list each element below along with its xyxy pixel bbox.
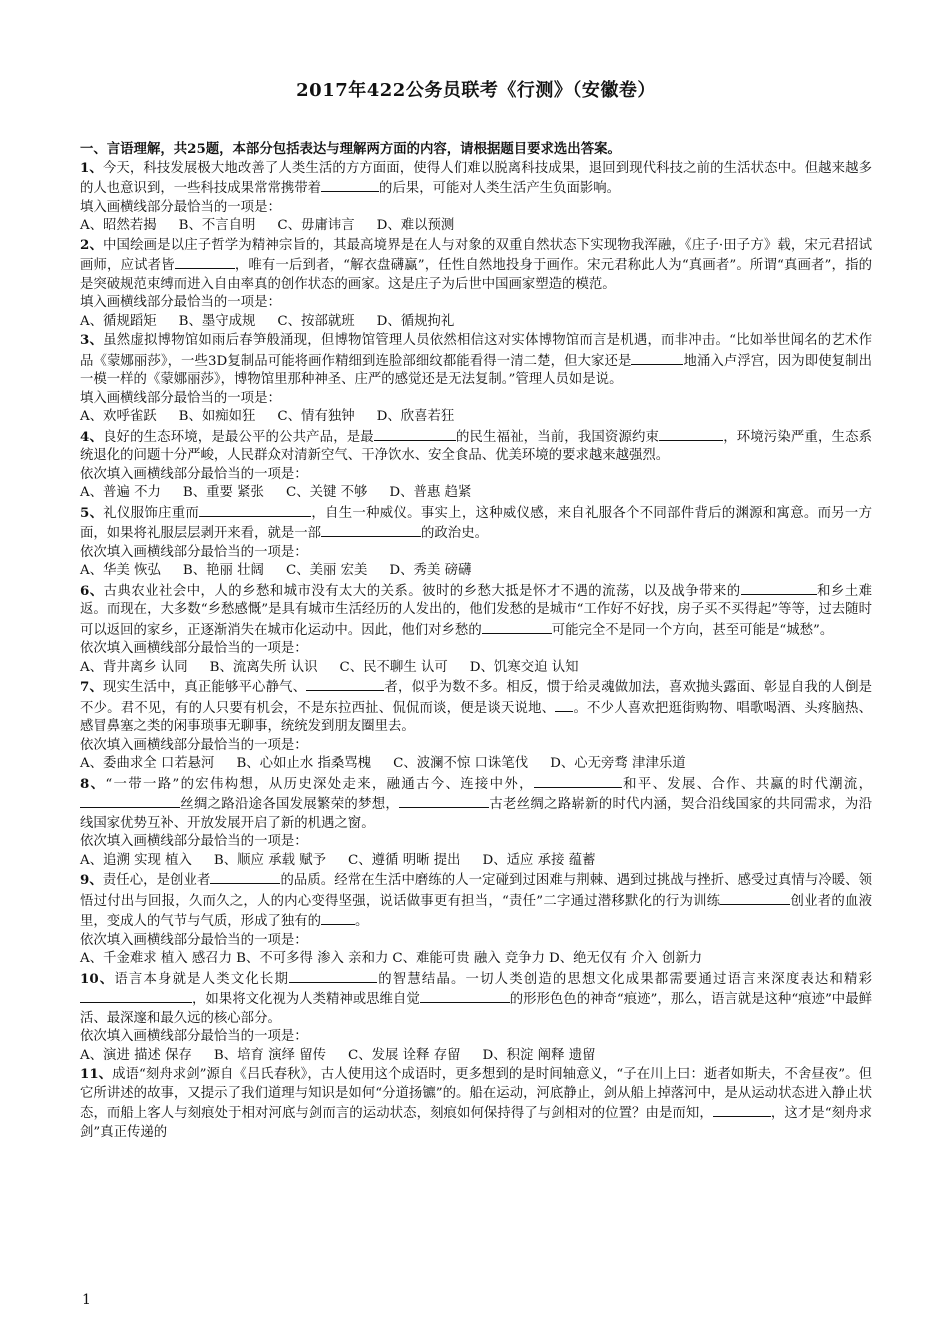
option-c: C、按部就班 [277,313,355,329]
question-7 [80,677,872,774]
option-c: C、遵循 明晰 提出 [348,852,461,868]
option-b: B、墨守成规 [178,313,256,329]
stem-text: 的品质。经常在生活中磨练的人一定碰到过困难与荆棘、遇到过挑战与挫折、感受过真情与冷暖、领悟过付出与回报，久而久之，人的内心变得坚强，说话做事更有担当，“责任”二字通过潜移默化的行为训练 [80,873,873,909]
question-stem [80,503,872,544]
option-d: D、积淀 阐释 遗留 [482,1047,596,1063]
option-row [80,562,872,581]
option-row [80,755,872,774]
question-prompt: 填入画横线部分最恰当的一项是： [80,295,281,310]
stem-text: 责任心，是创业者 [102,873,211,888]
question-stem [80,677,872,737]
question-number: 5、 [80,504,104,521]
answer-blank [210,870,280,884]
option-a: A、委曲求全 口若悬河 [80,756,215,771]
option-row [80,1047,872,1066]
answer-blank [175,255,235,269]
stem-text: 的政治史。 [421,526,488,541]
answer-blank [534,774,622,788]
option-a: A、背井离乡 认同 [80,659,188,675]
stem-text: ，自生一种威仪。事实上，这种威仪感，来自礼服各个不同部件背后的渊源和寓意。而另一方面，如果将礼服层层剥开来看，就是一部 [80,505,873,541]
option-a: A、循规蹈矩 [80,313,157,329]
option-row [80,950,872,969]
question-prompt: 填入画横线部分最恰当的一项是： [80,390,281,406]
answer-blank [713,1103,771,1117]
question-number: 1、 [80,159,103,176]
option-b: B、顺应 承载 赋予 [213,852,327,868]
answer-blank [321,178,379,192]
option-c: C、毋庸讳言 [277,218,355,233]
stem-text: 地涌入卢浮宫，因为即使复制出一模一样的《蒙娜丽莎》，博物馆里那种神圣、庄严的感觉还是无法复制。”管理人员如是说。 [80,353,872,387]
stem-text: 中国绘画是以庄子哲学为精神宗旨的，其最高境界是在人与对象的双重自然状态下实现物我浑融，《庄子·田子方》载，宋元君招试画师，应试者皆 [80,237,872,273]
option-d: D、欣喜若狂 [376,409,455,424]
option-b: B、流离失所 认识 [209,659,318,675]
question-number: 6、 [80,582,104,599]
option-row [80,313,872,332]
document-page [80,76,872,1142]
question-prompt: 依次填入画横线部分最恰当的一项是： [80,834,308,849]
stem-text: 丝绸之路沿途各国发展繁荣的梦想， [180,797,400,812]
question-stem [80,969,872,1029]
stem-text: 今天，科技发展极大地改善了人类生活的方方面面，使得人们难以脱离科技成果，退回到现代科技之前的生活状态中。但越来越多的人也意识到，一些科技成果常常携带着 [80,160,872,196]
answer-blank [374,427,456,441]
answer-blank [321,911,355,925]
answer-blank [659,427,723,441]
stem-text: 良好的生态环境，是最公平的公共产品，是最 [103,429,374,445]
option-d: D、饥寒交迫 认知 [469,659,579,675]
option-d: D、难以预测 [376,218,455,233]
question-stem [80,870,872,932]
stem-text: 虽然虚拟博物馆如雨后春笋般涌现，但博物馆管理人员依然相信这对实体博物馆而言是机遇，而非冲击。“比如举世闻名的艺术作品《蒙娜丽莎》，一些3D复制品可能将画作精细到连脸部细纹都能看得一清二楚，但大家还是 [80,333,873,369]
page-title: 2017年422公务员联考《行测》（安徽卷） [296,80,656,101]
option-a: A、欢呼雀跃 [80,409,157,424]
option-c: C、发展 诠释 存留 [348,1047,461,1063]
answer-blank [482,620,552,634]
question-stem [80,774,872,834]
stem-text: 。 [355,914,369,929]
section-heading: 一、言语理解，共25题，本部分包括表达与理解两方面的内容，请根据题目要求选出答案。 [80,141,621,157]
stem-text: ，环境污染严重，生态系统退化的问题十分严峻，人民群众对清新空气、干净饮水、安全食品、优美环境的要求越来越强烈。 [80,429,873,463]
option-c: C、关键 不够 [285,485,368,500]
answer-blank [399,794,489,808]
option-row [80,659,872,678]
question-number: 10、 [80,970,115,987]
answer-blank [199,503,311,517]
option-b: B、不言自明 [178,218,256,233]
question-1 [80,159,872,236]
stem-text: 和乡土难返。而现在，大多数“乡愁感慨”是具有城市生活经历的人发出的，他们发愁的是城市“工作好不好找，房子买不买得起”等等，过去随时可以返回的家乡，正逐渐消失在城市化运动中。因此，他们对乡愁的 [80,583,872,638]
option-b: B、不可多得 渗入 亲和力 [236,951,389,966]
option-d: D、适应 承接 蕴蓄 [482,852,596,868]
stem-text: ，这才是“刻舟求剑”真正传递的 [80,1106,872,1140]
question-9 [80,870,872,969]
stem-text: 和平、发展、合作、共赢的时代潮流， [621,776,873,792]
option-row [80,217,872,236]
question-8 [80,774,872,871]
answer-blank [289,969,377,983]
question-4 [80,427,872,503]
question-2 [80,236,872,332]
answer-blank [720,891,790,905]
option-b: B、培育 演绎 留传 [213,1047,327,1063]
question-5 [80,503,872,581]
question-stem [80,427,872,466]
stem-text: 创业者的血液里，变成人的气节与气质，形成了独有的 [80,893,872,929]
stem-text: 现实生活中，真正能够平心静气、 [103,680,307,695]
answer-blank [555,698,573,712]
stem-text: ，唯有一后到者，“解衣盘礴赢”，任性自然地投身于画作。宋元君称此人为“真画者”。所谓“真画者”，指的是突破规范束缚而进入自由率真的创作状态的画家。这是庄子为后世中国画家塑造的模范。 [80,258,872,292]
stem-text: 成语“刻舟求剑”源自《吕氏春秋》，古人使用这个成语时，更多想到的是时间轴意义，“子在川上曰：逝者如斯夫，不舍昼夜”。但它所讲述的故事，又提示了我们道理与知识是如何“分道扬镳”的。船在运动，河底静止，剑从船上掉落河中，是从运动状态进入静止状态，而船上客人与刻痕处于相对河底与剑而言的运动状态，刻痕如何保持得了与剑相对的位置？由是而知， [80,1067,872,1121]
question-stem [80,581,872,641]
question-stem [80,236,872,295]
question-prompt: 依次填入画横线部分最恰当的一项是： [80,1029,308,1044]
answer-blank [741,581,817,595]
answer-blank [420,989,510,1003]
option-b: B、重要 紧张 [182,485,264,500]
option-a: A、昭然若揭 [80,218,157,233]
answer-blank [80,989,192,1003]
question-number: 11、 [80,1066,113,1082]
question-prompt: 依次填入画横线部分最恰当的一项是： [80,737,308,753]
option-d: D、绝无仅有 介入 创新力 [549,951,703,966]
option-a: A、演进 描述 保存 [80,1047,192,1063]
answer-blank [80,794,180,808]
page-number: 1 [82,1292,91,1308]
option-c: C、难能可贵 融入 竞争力 [392,951,546,966]
question-number: 8、 [80,775,106,792]
stem-text: 。不少人喜欢把逛街购物、唱歌喝酒、头疼脑热、感冒鼻塞之类的闲事琐事无聊事，统统发到朋友圈里去。 [80,700,873,734]
option-a: A、普遍 不力 [80,485,161,500]
option-c: C、情有独钟 [277,409,355,424]
option-a: A、华美 恢弘 [80,563,161,578]
stem-text: 的智慧结晶。一切人类创造的思想文化成果都需要通过语言来深度表达和精彩 [377,971,872,987]
option-d: D、心无旁骛 津津乐道 [550,756,686,771]
question-6 [80,581,872,678]
question-number: 2、 [80,236,103,253]
stem-text: 可能完全不是同一个方向，甚至可能是“城愁”。 [551,622,834,638]
question-number: 9、 [80,872,103,888]
stem-text: 语言本身就是人类文化长期 [114,971,290,987]
question-11 [80,1065,872,1142]
question-number: 7、 [80,679,104,695]
answer-blank [306,677,384,691]
option-b: B、心如止水 指桑骂槐 [236,756,372,771]
question-prompt: 依次填入画横线部分最恰当的一项是： [80,932,308,948]
option-a: A、追溯 实现 植入 [80,852,192,868]
stem-text: “一带一路”的宏伟构想，从历史深处走来，融通古今、连接中外， [105,776,534,792]
option-a: A、千金难求 植入 感召力 [80,951,233,966]
question-stem [80,159,872,199]
question-3 [80,331,872,427]
option-c: C、民不聊生 认可 [339,659,448,675]
answer-blank [631,351,683,365]
question-number: 4、 [80,428,104,445]
stem-text: 者，似乎为数不多。相反，惯于给灵魂做加法，喜欢抛头露面、彰显自我的人倒是不少。君不见，有的人只要有机会，不是东拉西扯、侃侃而谈，便是谈天说地、 [80,680,873,716]
stem-text: 古老丝绸之路崭新的时代内涵，契合沿线国家的共同需求，为沿线国家优势互补、开放发展开启了新的机遇之窗。 [80,797,873,831]
question-prompt: 依次填入画横线部分最恰当的一项是： [80,544,308,560]
answer-blank [321,523,421,537]
question-prompt: 依次填入画横线部分最恰当的一项是： [80,466,308,482]
option-b: B、如痴如狂 [178,409,256,424]
option-c: C、波澜不惊 口诛笔伐 [393,756,529,771]
option-c: C、美丽 宏美 [285,563,368,578]
question-prompt: 填入画横线部分最恰当的一项是： [80,199,281,215]
option-d: D、循规拘礼 [376,313,455,329]
option-d: D、秀美 磅礴 [389,563,472,578]
question-stem [80,1065,872,1142]
question-stem [80,331,872,390]
stem-text: 的形形色色的神奇“痕迹”，那么，语言就是这种“痕迹”中最鲜活、最深邃和最久远的核心部分。 [80,992,872,1026]
stem-text: 古典农业社会中，人的乡愁和城市没有太大的关系。彼时的乡愁大抵是怀才不遇的流荡，以及战争带来的 [103,583,741,599]
question-prompt: 依次填入画横线部分最恰当的一项是： [80,641,308,656]
option-d: D、普惠 趋紧 [389,485,472,500]
stem-text: 的后果，可能对人类生活产生负面影响。 [379,181,621,196]
stem-text: 的民生福祉，当前，我国资源约束 [455,429,660,445]
stem-text: 礼仪服饰庄重而 [103,505,200,521]
option-b: B、艳丽 壮阔 [182,563,264,578]
option-row [80,408,872,427]
option-row [80,852,872,871]
question-list [80,159,872,1143]
question-number: 3、 [80,332,104,348]
option-row [80,484,872,503]
stem-text: ，如果将文化视为人类精神或思维自觉 [192,992,420,1007]
question-10 [80,969,872,1066]
